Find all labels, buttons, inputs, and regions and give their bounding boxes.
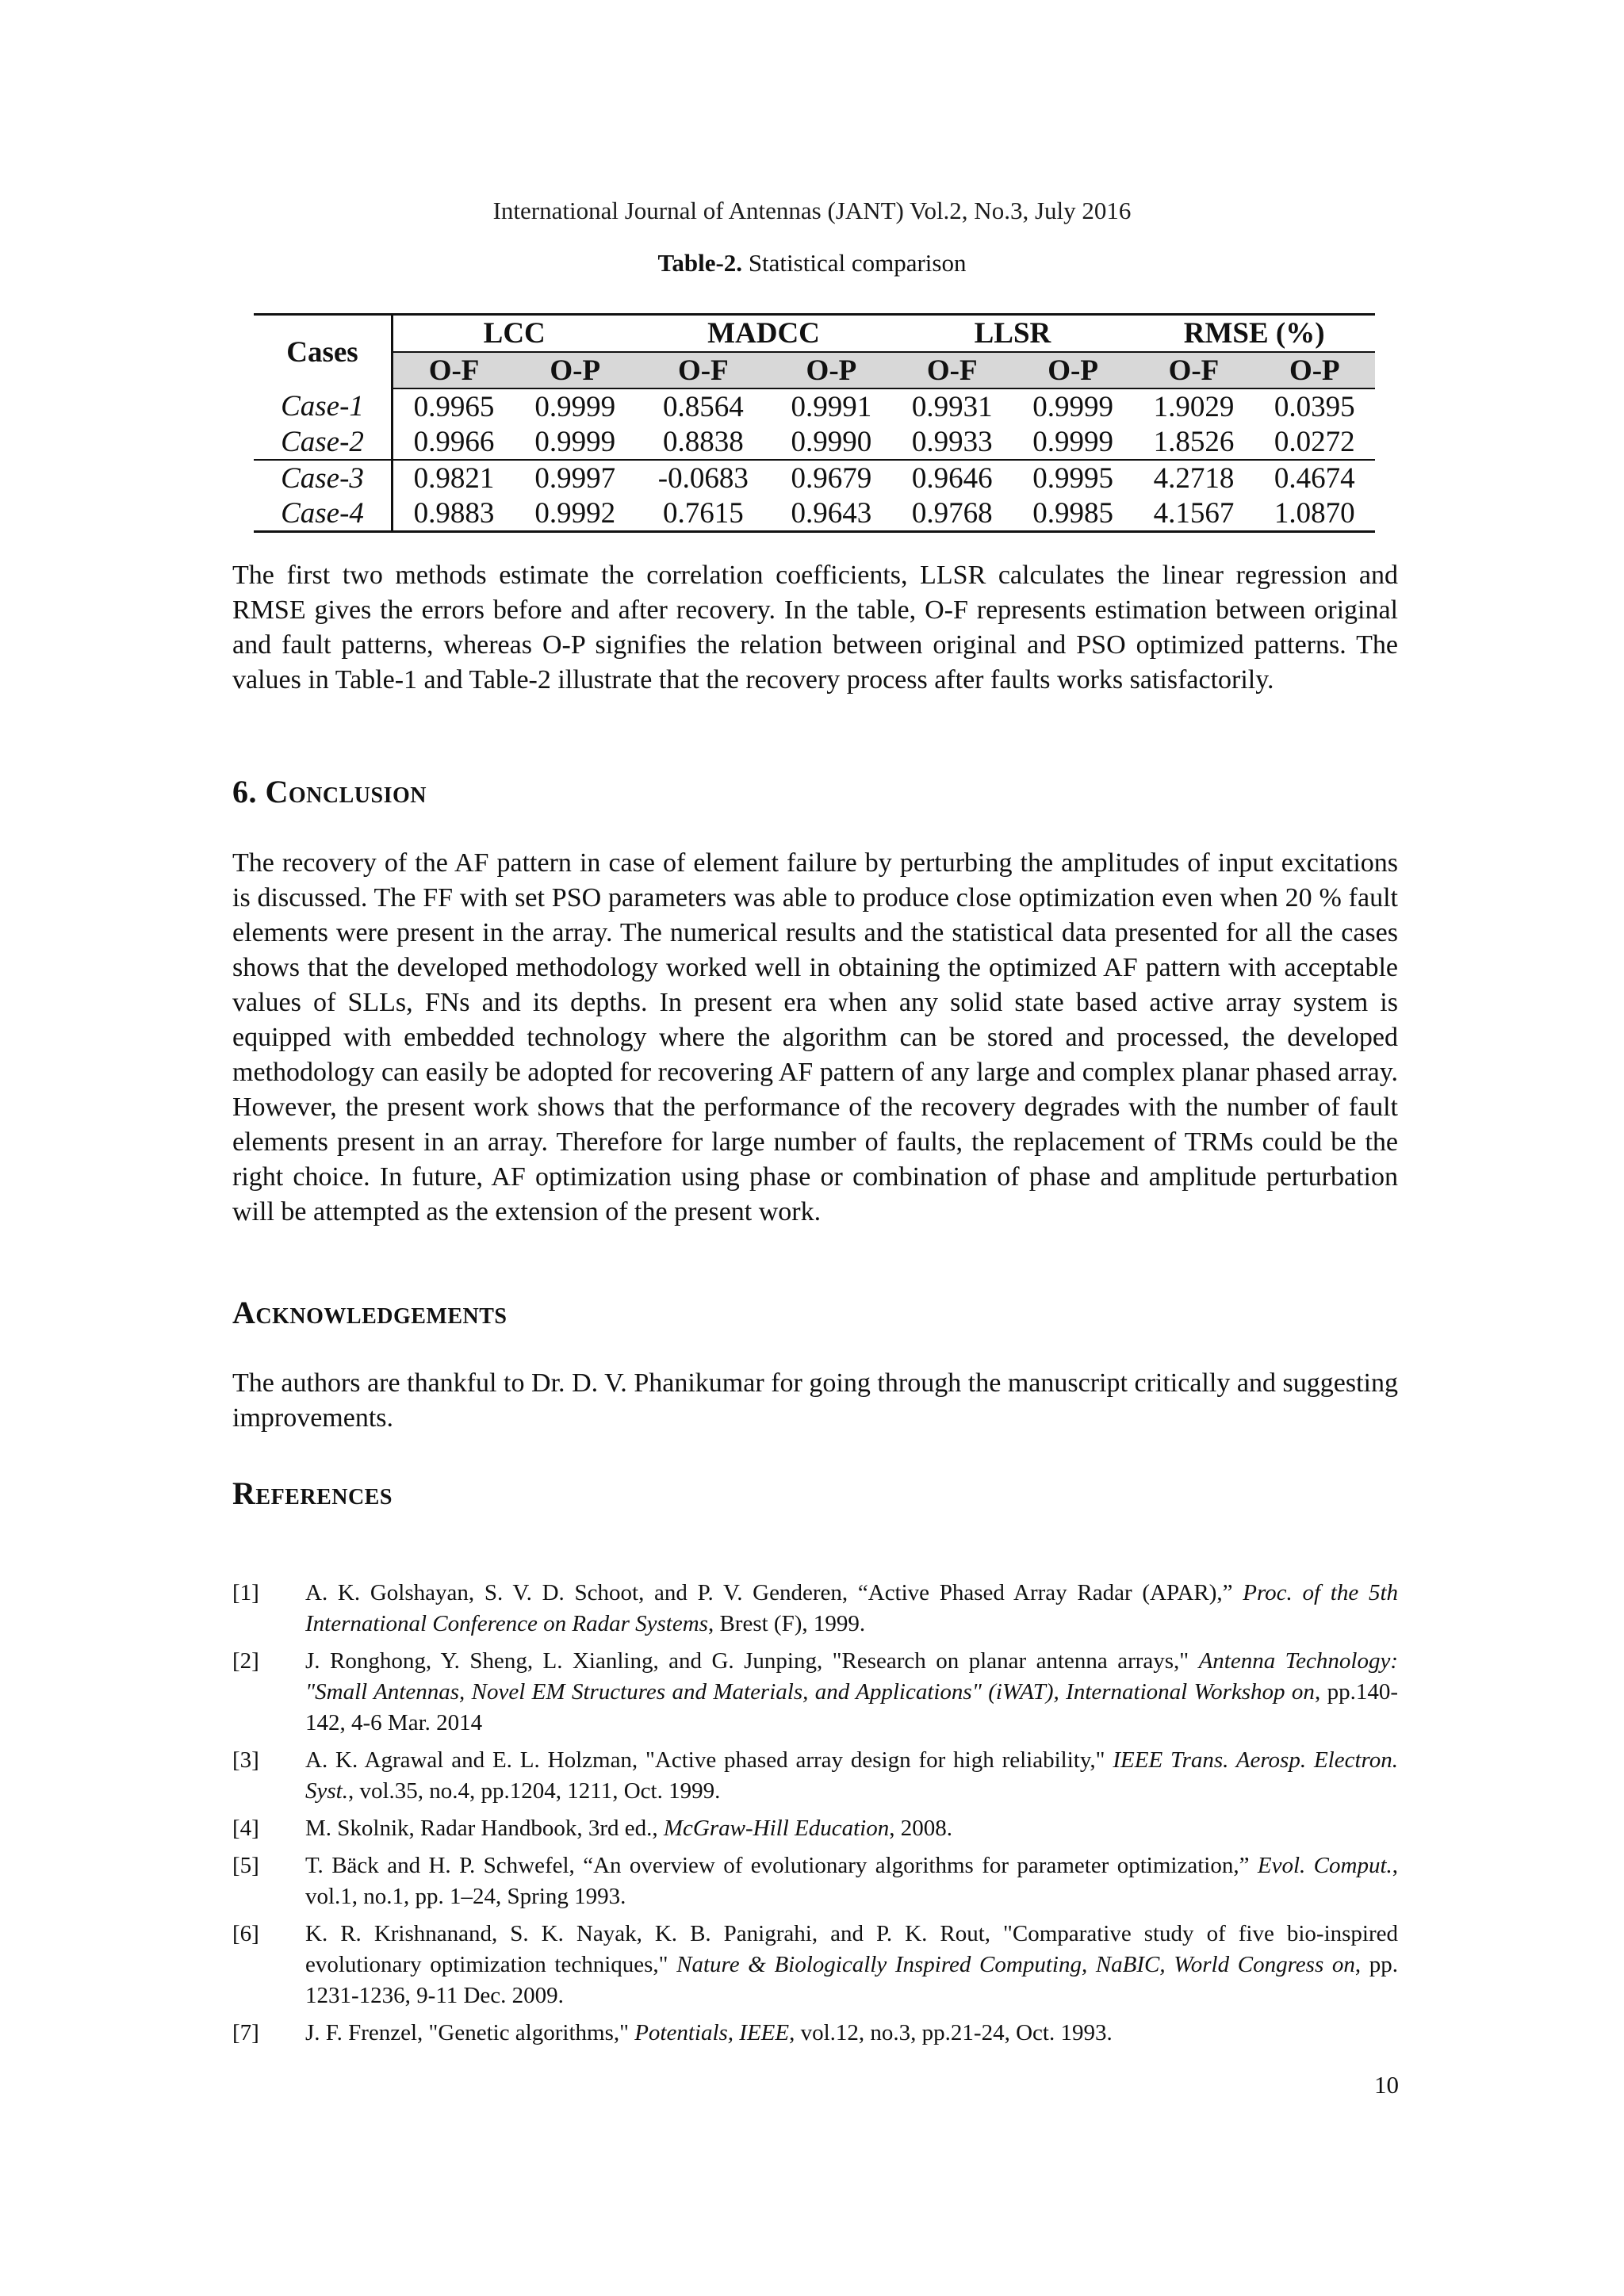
reference-text: K. R. Krishnanand, S. K. Nayak, K. B. Panigrahi, and P. K. Rout, "Comparative study of five bio-inspired evolutionary optimization techniques," (305, 1921, 1398, 1977)
table-caption-text: Statistical comparison (742, 249, 967, 277)
subheader: O-F (892, 352, 1013, 388)
table-caption (0, 249, 1624, 277)
case-label: Case-4 (254, 496, 393, 532)
paragraph-methods: The first two methods estimate the correlation coefficients, LLSR calculates the linear regression and RMSE gives the errors before and after recovery. In the table, O-F represents estimation between original and fault patterns, whereas O-P signifies the relation between original and PSO optimized patterns. The values in Table-1 and Table-2 illustrate that the recovery process after faults works satisfactorily. (232, 561, 1398, 695)
table-cell: 0.0272 (1254, 424, 1375, 460)
table-cell: 0.9933 (892, 424, 1013, 460)
reference-source: Antenna Technology: "Small Antennas, Novel EM Structures and Materials, and Applications" (iWAT), International Workshop on (305, 1648, 1398, 1705)
case-label: Case-2 (254, 424, 393, 460)
table-cell: 0.9991 (791, 390, 872, 423)
table-cell: 0.9966 (393, 424, 515, 460)
reference-number: [5] (232, 1853, 259, 1878)
reference-details: , Brest (F), 1999. (707, 1611, 866, 1636)
table-cell: 0.9965 (413, 390, 495, 423)
table-cell: 0.9999 (1013, 424, 1133, 460)
reference-number: [1] (232, 1580, 259, 1605)
reference-details: , pp.140-142, 4-6 Mar. 2014 (305, 1679, 1398, 1735)
table-cell: 1.0870 (1254, 496, 1375, 532)
reference-text: T. Bäck and H. P. Schwefel, “An overview of evolutionary algorithms for parameter optimization,” (305, 1853, 1258, 1878)
case-label: Case-1 (254, 388, 393, 424)
table-cell: 0.9768 (892, 496, 1013, 532)
subheader: O-P (515, 352, 635, 388)
table-cell: 0.9679 (791, 461, 872, 495)
group-header-lcc: LCC (393, 315, 636, 353)
reference-details: , vol.12, no.3, pp.21-24, Oct. 1993. (789, 2020, 1113, 2045)
table-caption-label: Table-2. (657, 249, 743, 277)
reference-source: McGraw-Hill Education (663, 1816, 890, 1841)
reference-item (232, 1578, 1398, 1640)
subheader: O-F (635, 352, 771, 388)
reference-source: Nature & Biologically Inspired Computing, NaBIC, World Congress on (676, 1952, 1355, 1977)
table-cell: 0.9999 (534, 390, 616, 423)
reference-item (232, 1646, 1398, 1739)
group-header-rmse: RMSE (%) (1133, 315, 1375, 353)
table-cell: 0.9992 (515, 496, 635, 532)
subheader: O-P (771, 352, 891, 388)
reference-text: M. Skolnik, Radar Handbook, 3rd ed., (305, 1816, 664, 1841)
subheader: O-P (1254, 352, 1375, 388)
reference-text: A. K. Golshayan, S. V. D. Schoot, and P. V. Genderen, “Active Phased Array Radar (APAR),” (305, 1580, 1243, 1605)
reference-details: , vol.1, no.1, pp. 1–24, Spring 1993. (305, 1853, 1398, 1909)
table-cell: 0.9985 (1013, 496, 1133, 532)
table-cell: 0.9999 (1032, 390, 1113, 423)
reference-text: J. Ronghong, Y. Sheng, L. Xianling, and G. Junping, "Research on planar antenna arrays," (305, 1648, 1199, 1674)
reference-item (232, 1813, 1398, 1844)
reference-text: A. K. Agrawal and E. L. Holzman, "Active phased array design for high reliability," (305, 1747, 1113, 1773)
group-header-madcc: MADCC (635, 315, 891, 353)
table-cell: 0.4674 (1274, 461, 1355, 495)
conclusion-heading: 6. Conclusion (232, 774, 427, 809)
reference-item (232, 2018, 1398, 2049)
reference-text: J. F. Frenzel, "Genetic algorithms," (305, 2020, 635, 2045)
reference-details: , pp. 1231-1236, 9-11 Dec. 2009. (305, 1952, 1399, 2008)
conclusion-text: The recovery of the AF pattern in case of element failure by perturbing the amplitudes of input excitations is discussed. The FF with set PSO parameters was able to produce close optimization even when 20 % fault elements were present in the array. The numerical results and the statistical data presented for all the cases shows that the developed methodology worked well in obtaining the optimized AF pattern with acceptable values of SLLs, FNs and its depths. In present era when any solid state based active array system is equipped with embedded technology where the algorithm can be stored and processed, the developed methodology can easily be adopted for recovering AF pattern of any large and complex planar phased array. However, the present work shows that the performance of the recovery degrades with the number of fault elements present in an array. Therefore for large number of faults, the replacement of TRMs could be the right choice. In future, AF optimization using phase or combination of phase and amplitude perturbation will be attempted as the extension of the present work. (232, 848, 1398, 1226)
acknowledgements-text: The authors are thankful to Dr. D. V. Phanikumar for going through the manuscript critically and suggesting improvements. (232, 1368, 1398, 1433)
table-cell: 0.9931 (911, 390, 993, 423)
table-cell: 0.9990 (771, 424, 891, 460)
group-header-llsr: LLSR (892, 315, 1134, 353)
reference-number: [3] (232, 1747, 259, 1773)
acknowledgements-heading: Acknowledgements (232, 1295, 508, 1330)
table-cell: 1.9029 (1153, 390, 1235, 423)
table-cell: 0.8564 (662, 390, 744, 423)
statistical-comparison-table (254, 313, 1375, 533)
table-cell: 0.9646 (911, 461, 993, 495)
reference-number: [2] (232, 1648, 259, 1674)
reference-item (232, 1850, 1398, 1912)
references-heading: References (232, 1475, 393, 1511)
table-cell: -0.0683 (657, 461, 749, 495)
table-cell: 0.9821 (413, 461, 495, 495)
table-cell: 4.1567 (1133, 496, 1254, 532)
table-row (254, 424, 1375, 460)
table-cell: 1.8526 (1133, 424, 1254, 460)
table-row (254, 388, 1375, 424)
reference-number: [6] (232, 1921, 259, 1946)
reference-item (232, 1745, 1398, 1807)
subheader: O-P (1013, 352, 1133, 388)
reference-source: Proc. of the 5th International Conference on Radar Systems (305, 1580, 1398, 1636)
reference-details: , vol.35, no.4, pp.1204, 1211, Oct. 1999. (347, 1778, 721, 1804)
table-cell: 0.7615 (635, 496, 771, 532)
table-row (254, 496, 1375, 532)
table-cell: 0.9997 (534, 461, 616, 495)
subheader: O-F (393, 352, 515, 388)
reference-details: , 2008. (889, 1816, 952, 1841)
table-cell: 0.9999 (515, 424, 635, 460)
table-cell: 0.9883 (393, 496, 515, 532)
running-header: International Journal of Antennas (JANT) Vol.2, No.3, July 2016 (492, 197, 1132, 224)
reference-number: [7] (232, 2020, 259, 2045)
table-cell: 0.0395 (1274, 390, 1355, 423)
table-cell: 0.9643 (771, 496, 891, 532)
table-cell: 0.9995 (1032, 461, 1113, 495)
cases-header: Cases (254, 315, 393, 389)
table-row (254, 460, 1375, 496)
reference-number: [4] (232, 1816, 259, 1841)
reference-item (232, 1919, 1398, 2011)
reference-list (232, 1578, 1398, 2055)
reference-source: Potentials, IEEE (634, 2020, 790, 2045)
page-number: 10 (1374, 2071, 1399, 2099)
case-label: Case-3 (254, 460, 393, 496)
table-cell: 4.2718 (1153, 461, 1235, 495)
subheader: O-F (1133, 352, 1254, 388)
table-cell: 0.8838 (635, 424, 771, 460)
reference-source: IEEE Trans. Aerosp. Electron. Syst. (305, 1747, 1398, 1804)
reference-source: Evol. Comput. (1257, 1853, 1392, 1878)
